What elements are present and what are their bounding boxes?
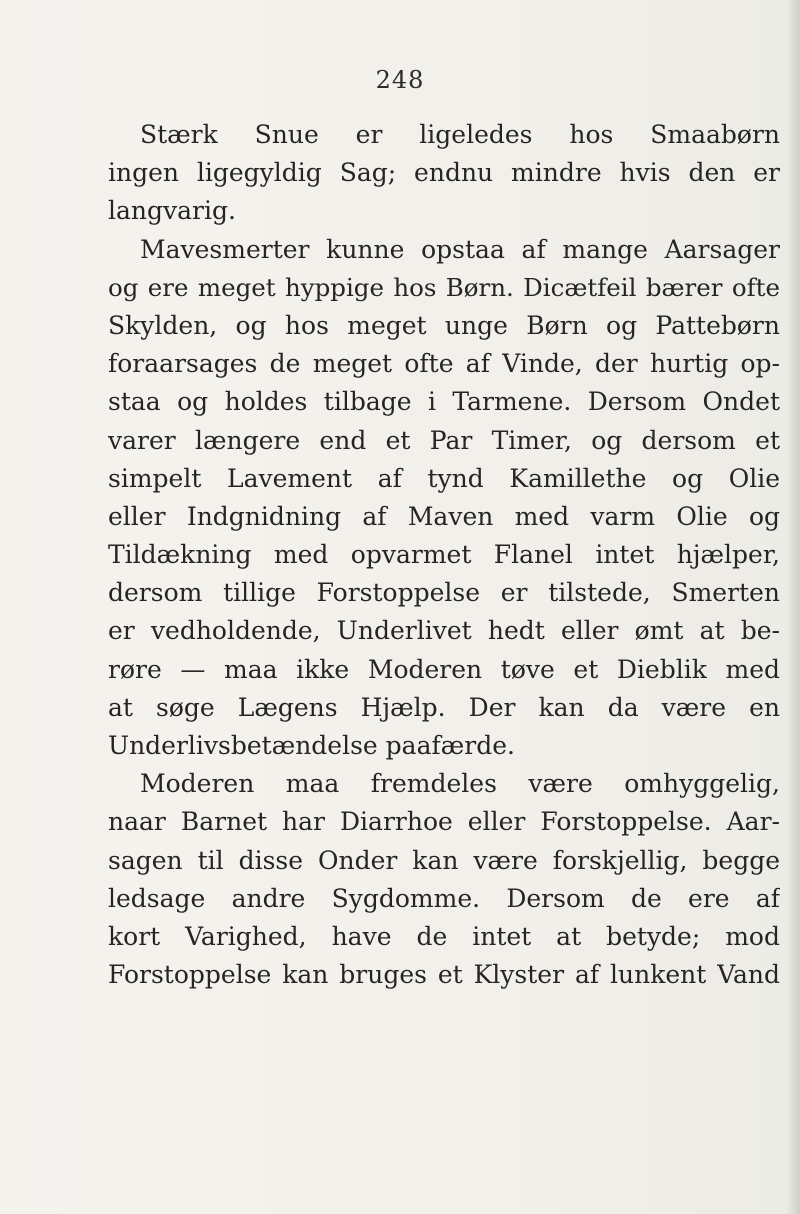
text-line: staa og holdes tilbage i Tarmene. Dersom Ondet [108, 387, 780, 417]
text-line: kort Varighed, have de intet at betyde; mod [108, 921, 780, 951]
text-line: Stærk Snue er ligeledes hos Smaabørn [140, 120, 780, 149]
text-line: dersom tillige Forstoppelse er tilstede, Smerten [108, 578, 780, 608]
text-line: ingen ligegyldig Sag; endnu mindre hvis den er [108, 158, 780, 188]
text-line: og ere meget hyppige hos Børn. Dicætfeil bærer ofte [108, 272, 780, 302]
text-line: røre — maa ikke Moderen tøve et Dieblik med [108, 654, 780, 684]
text-line: eller Indgnidning af Maven med varm Olie og [108, 501, 780, 531]
page-number: 248 [375, 66, 425, 94]
text-line: simpelt Lavement af tynd Kamillethe og Olie [108, 463, 780, 493]
text-line: Forstoppelse kan bruges et Klyster af lunkent Vand [108, 960, 780, 990]
text-line: sagen til disse Onder kan være forskjellig, begge [108, 845, 780, 875]
text-line: langvarig. [108, 196, 236, 226]
text-line: Moderen maa fremdeles være omhyggelig, [140, 769, 780, 799]
text-line: at søge Lægens Hjælp. Der kan da være en [108, 692, 780, 722]
body-text [108, 116, 780, 994]
text-line: ledsage andre Sygdomme. Dersom de ere af [108, 883, 780, 913]
text-line: Skylden, og hos meget unge Børn og Pattebørn [108, 310, 780, 340]
text-line: foraarsages de meget ofte af Vinde, der hurtig op- [108, 349, 780, 379]
text-line: er vedholdende, Underlivet hedt eller ømt at be- [108, 616, 780, 646]
text-line: naar Barnet har Diarrhoe eller Forstoppelse. Aar- [108, 807, 780, 837]
text-line: Tildækning med opvarmet Flanel intet hjælper, [108, 540, 780, 570]
text-line: Underlivsbetændelse paafærde. [108, 731, 515, 760]
text-line: varer længere end et Par Timer, og dersom et [108, 425, 780, 455]
page-edge-shadow [786, 0, 800, 1214]
text-line: Mavesmerter kunne opstaa af mange Aarsager [140, 234, 780, 264]
